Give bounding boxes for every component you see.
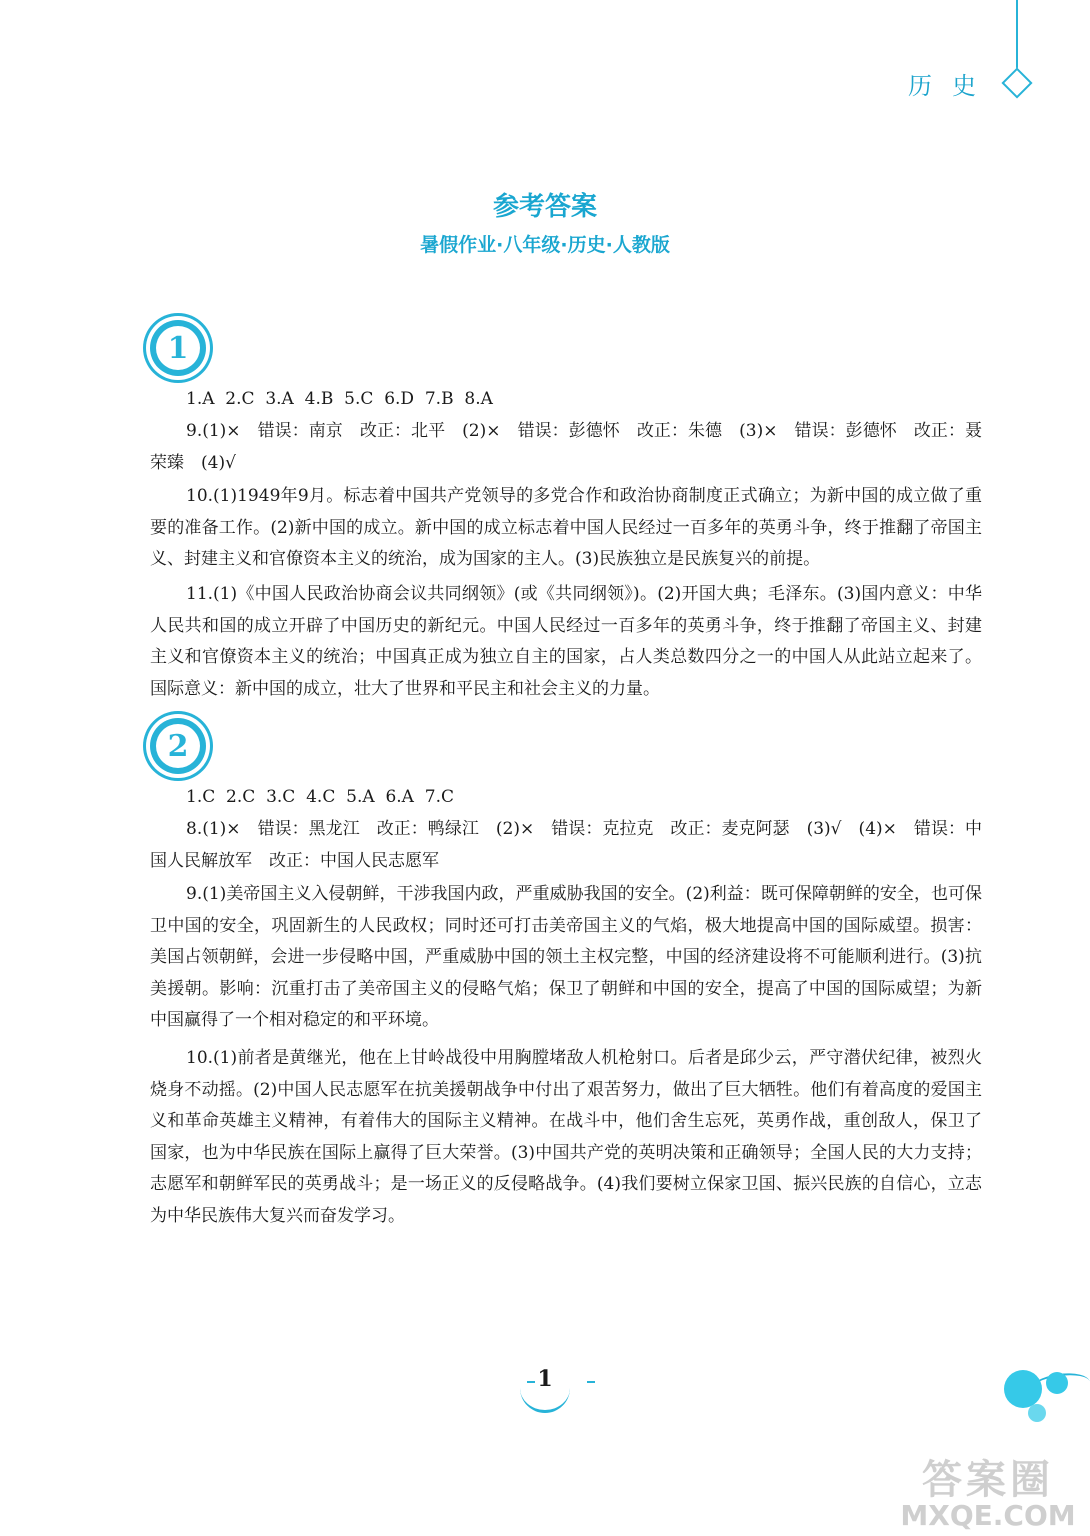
watermark-cn: 答案圈 (922, 1457, 1054, 1503)
page-number: 1 (537, 1366, 553, 1392)
subject-label: 历史 (908, 72, 996, 100)
answer-paragraph: 9.(1)× 错误：南京 改正：北平 (2)× 错误：彭德怀 改正：朱德 (3)× 错误：彭德怀 改正：聂荣臻 (4)√ (150, 421, 982, 473)
diamond-icon (1001, 67, 1032, 98)
decor-dot (1028, 1404, 1046, 1422)
section-number: 1 (156, 326, 200, 370)
decor-dot (1004, 1370, 1042, 1408)
watermark-en: MXQE.COM (900, 1499, 1076, 1532)
header-line (1016, 0, 1018, 70)
answer-paragraph: 8.(1)× 错误：黑龙江 改正：鸭绿江 (2)× 错误：克拉克 改正：麦克阿瑟 (3)√ (4)× 错误：中国人民解放军 改正：中国人民志愿军 (150, 819, 982, 871)
mcq-answers: 1.A 2.C 3.A 4.B 5.C 6.D 7.B 8.A (186, 389, 493, 409)
page-number-arc (520, 1388, 570, 1413)
section-badge-2 (150, 718, 206, 774)
answer-paragraph: 10.(1)前者是黄继光，他在上甘岭战役中用胸膛堵敌人机枪射口。后者是邱少云，严守潜伏纪律，被烈火烧身不动摇。(2)中国人民志愿军在抗美援朝战争中付出了艰苦努力，做出了巨大牺牲。他们有着高度的爱国主义和革命英雄主义精神，有着伟大的国际主义精神。在战斗中，他们舍生忘死，英勇作战，重创敌人，保卫了国家，也为中华民族在国际上赢得了巨大荣誉。(3)中国共产党的英明决策和正确领导；全国人民的大力支持；志愿军和朝鲜军民的英勇战斗；是一场正义的反侵略战争。(4)我们要树立保家卫国、振兴民族的自信心，立志为中华民族伟大复兴而奋发学习。 (150, 1048, 982, 1226)
section-badge-1 (150, 320, 206, 376)
mcq-answers: 1.C 2.C 3.C 4.C 5.A 6.A 7.C (186, 787, 454, 807)
answer-paragraph: 11.(1)《中国人民政治协商会议共同纲领》(或《共同纲领》)。(2)开国大典；毛泽东。(3)国内意义：中华人民共和国的成立开辟了中国历史的新纪元。中国人民经过一百多年的英勇斗争，终于推翻了帝国主义、封建主义和官僚资本主义的统治；中国真正成为独立自主的国家，占人类总数四分之一的中国人从此站立起来了。国际意义：新中国的成立，壮大了世界和平民主和社会主义的力量。 (150, 584, 982, 699)
answer-paragraph: 9.(1)美帝国主义入侵朝鲜，干涉我国内政，严重威胁我国的安全。(2)利益：既可保障朝鲜的安全，也可保卫中国的安全，巩固新生的人民政权；同时还可打击美帝国主义的气焰，极大地提高中国的国际威望。损害：美国占领朝鲜，会进一步侵略中国，严重威胁中国的领土主权完整，中国的经济建设将不可能顺利进行。(3)抗美援朝。影响：沉重打击了美帝国主义的侵略气焰；保卫了朝鲜和中国的安全，提高了中国的国际威望；为新中国赢得了一个相对稳定的和平环境。 (150, 884, 982, 1030)
section-number: 2 (156, 724, 200, 768)
decor-dot (1046, 1372, 1068, 1394)
page-number-dash (587, 1381, 595, 1383)
page-title: 参考答案 (492, 192, 597, 222)
page-number-dash (527, 1381, 535, 1383)
page-subtitle: 暑假作业·八年级·历史·人教版 (420, 234, 670, 256)
answer-paragraph: 10.(1)1949年9月。标志着中国共产党领导的多党合作和政治协商制度正式确立；为新中国的成立做了重要的准备工作。(2)新中国的成立。新中国的成立标志着中国人民经过一百多年的英勇斗争，终于推翻了帝国主义、封建主义和官僚资本主义的统治，成为国家的主人。(3)民族独立是民族复兴的前提。 (150, 486, 982, 569)
watermark (898, 1448, 1078, 1532)
